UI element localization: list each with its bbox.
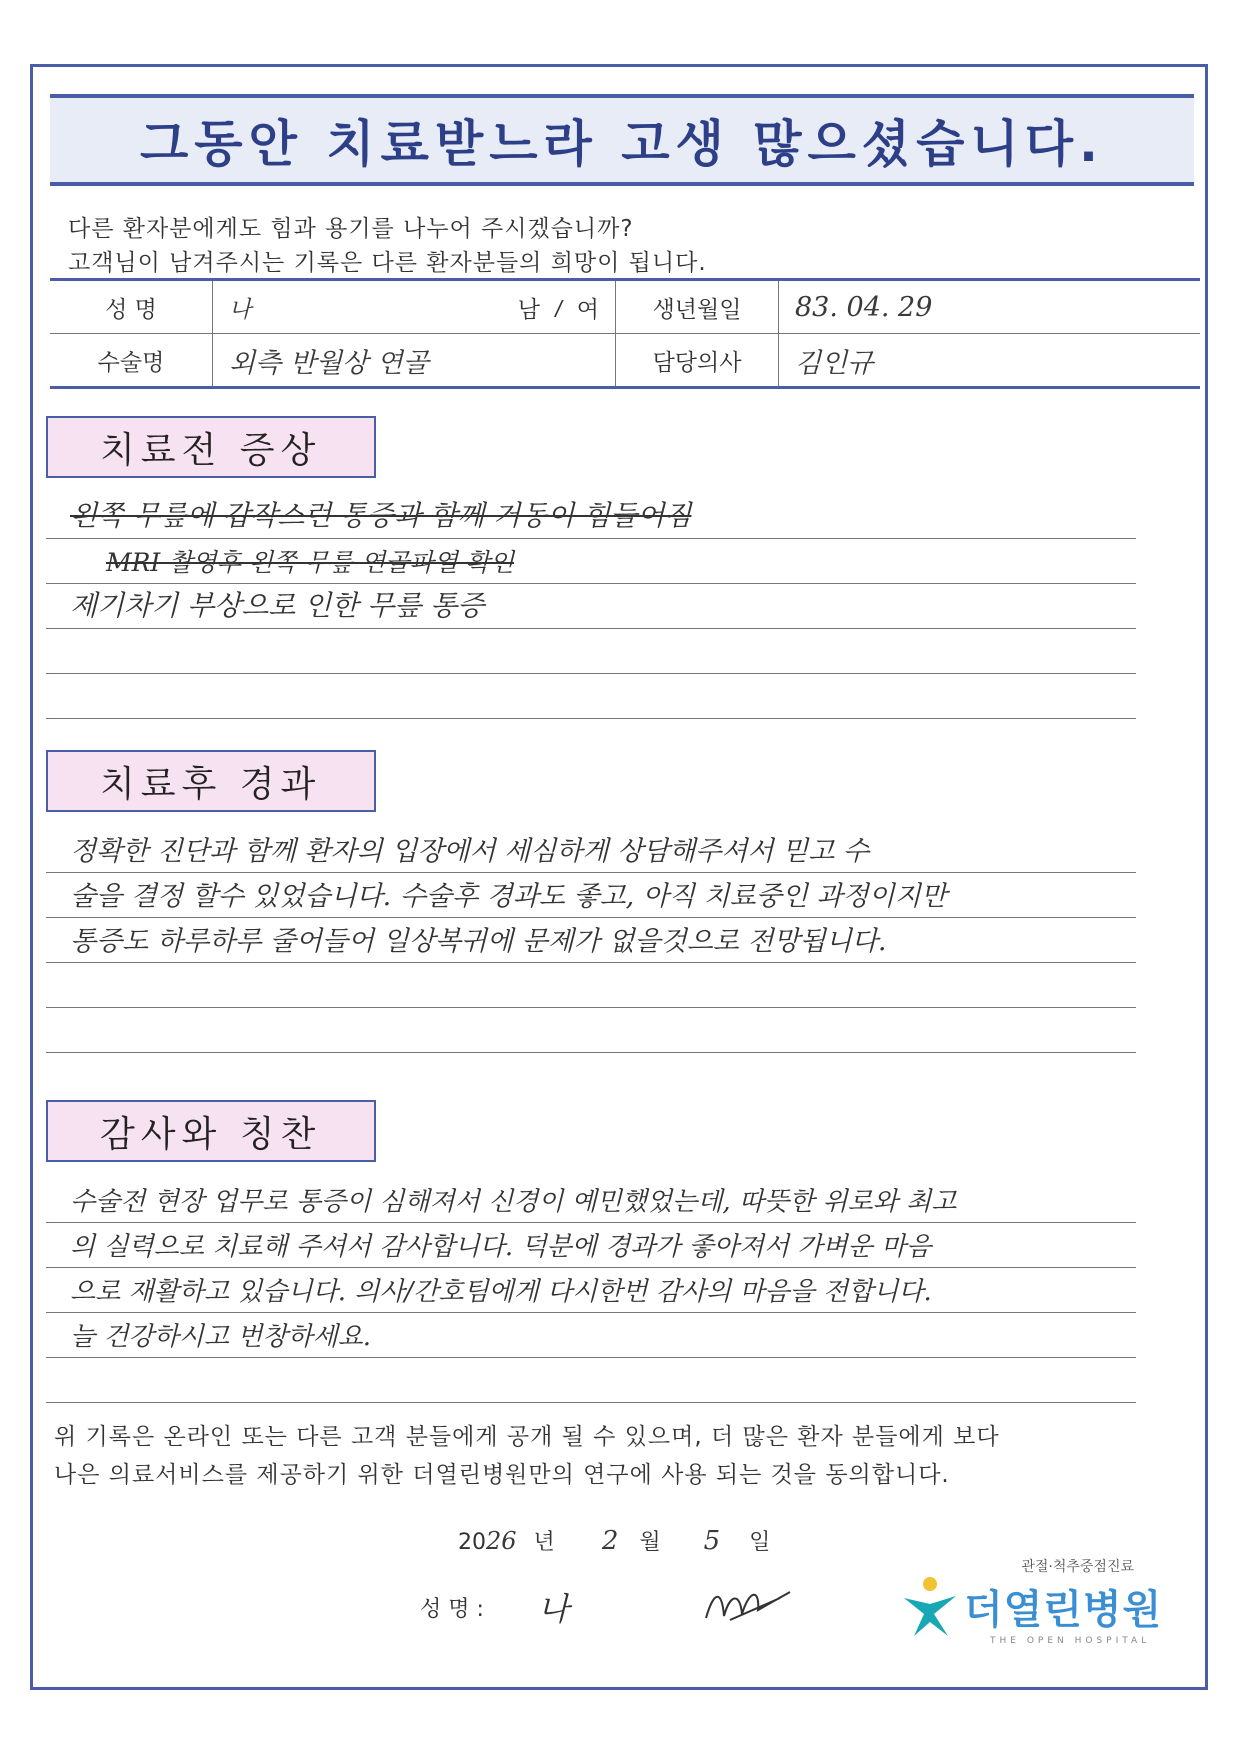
surgery-value: 외측 반월상 연골 — [213, 334, 616, 388]
name-label: 성 명 — [50, 280, 213, 334]
name-value: 나 — [229, 296, 252, 323]
logo-english: THE OPEN HOSPITAL — [990, 1636, 1151, 1646]
date-day-label: 일 — [749, 1530, 771, 1555]
before-line — [46, 494, 1136, 539]
signature-scribble — [700, 1580, 800, 1630]
thanks-line — [46, 1313, 1136, 1358]
logo-name: 더열린병원 — [964, 1587, 1163, 1633]
thanks-text-3: 으로 재활하고 있습니다. 의사/간호팀에게 다시한번 감사의 마음을 전합니다. — [70, 1277, 932, 1307]
thanks-line — [46, 1268, 1136, 1313]
after-line — [46, 963, 1136, 1008]
thanks-line — [46, 1358, 1136, 1403]
gender-field — [518, 291, 599, 324]
before-line — [46, 629, 1136, 674]
after-text-1: 정확한 진단과 함께 환자의 입장에서 세심하게 상담해주셔서 믿고 수 — [70, 836, 869, 867]
thanks-line — [46, 1178, 1136, 1223]
gender-male: 남 — [517, 295, 540, 322]
date-year-hand: 26 — [486, 1527, 517, 1555]
after-line — [46, 873, 1136, 918]
date-month: 2 — [601, 1526, 619, 1556]
name-cell — [213, 280, 616, 334]
date-month-label: 월 — [639, 1530, 661, 1555]
birth-value: 83. 04. 29 — [779, 280, 1201, 334]
before-line — [46, 674, 1136, 719]
after-line — [46, 918, 1136, 963]
thanks-lines — [46, 1178, 1136, 1403]
thanks-text-4: 늘 건강하시고 번창하세요. — [70, 1322, 372, 1352]
patient-info-table — [50, 278, 1200, 389]
before-lines — [46, 494, 1136, 719]
signature-name: 나 — [538, 1590, 569, 1628]
date-day: 5 — [703, 1526, 721, 1556]
birth-label: 생년월일 — [616, 280, 779, 334]
before-text-1: 왼쪽 무릎에 갑작스런 통증과 함께 거동이 힘들어짐 — [70, 499, 692, 532]
consent-line-1: 위 기록은 온라인 또는 다른 고객 분들에게 공개 될 수 있으며, 더 많은 환자 분들에게 보다 — [54, 1424, 1000, 1450]
section-heading-thanks: 감사와 칭찬 — [46, 1100, 376, 1162]
intro-line-2: 고객님이 남겨주시는 기록은 다른 환자분들의 희망이 됩니다. — [68, 250, 707, 276]
before-text-3: 제기차기 부상으로 인한 무릎 통증 — [70, 589, 485, 622]
thanks-text-2: 의 실력으로 치료해 주셔서 감사합니다. 덕분에 경과가 좋아져서 가벼운 마음 — [70, 1232, 932, 1262]
logo-tagline: 관절·척추중점진료 — [1021, 1559, 1134, 1575]
consent-line-2: 나은 의료서비스를 제공하기 위한 더열린병원만의 연구에 사용 되는 것을 동의합니다. — [54, 1462, 950, 1488]
thanks-line — [46, 1223, 1136, 1268]
before-line — [46, 539, 1136, 584]
date-year-label: 년 — [533, 1530, 555, 1555]
before-line — [46, 584, 1136, 629]
section-heading-before: 치료전 증상 — [46, 416, 376, 478]
date-year-prefix: 20 — [458, 1530, 486, 1555]
hospital-logo — [900, 1556, 1170, 1656]
gender-check-mark: / — [555, 295, 562, 322]
before-text-2: MRI 촬영후 왼쪽 무릎 연골파열 확인 — [106, 548, 514, 577]
signature-label: 성 명 : — [420, 1597, 484, 1622]
doctor-value: 김인규 — [779, 334, 1201, 388]
after-line — [46, 1008, 1136, 1053]
surgery-label: 수술명 — [50, 334, 213, 388]
after-lines — [46, 828, 1136, 1053]
logo-figure-icon — [900, 1574, 962, 1640]
after-text-3: 통증도 하루하루 줄어들어 일상복귀에 문제가 없을것으로 전망됩니다. — [70, 926, 887, 957]
intro-line-1: 다른 환자분에게도 힘과 용기를 나누어 주시겠습니까? — [68, 216, 634, 242]
section-heading-after: 치료후 경과 — [46, 750, 376, 812]
after-line — [46, 828, 1136, 873]
after-text-2: 술을 결정 할수 있었습니다. 수술후 경과도 좋고, 아직 치료중인 과정이지만 — [70, 881, 947, 912]
doctor-label: 담당의사 — [616, 334, 779, 388]
page-title: 그동안 치료받느라 고생 많으셨습니다. — [139, 115, 1104, 173]
title-banner — [50, 94, 1194, 186]
date-line — [458, 1525, 770, 1556]
gender-female: 여 — [576, 295, 599, 322]
thanks-text-1: 수술전 현장 업무로 통증이 심해져서 신경이 예민했었는데, 따뜻한 위로와 최고 — [70, 1187, 957, 1217]
